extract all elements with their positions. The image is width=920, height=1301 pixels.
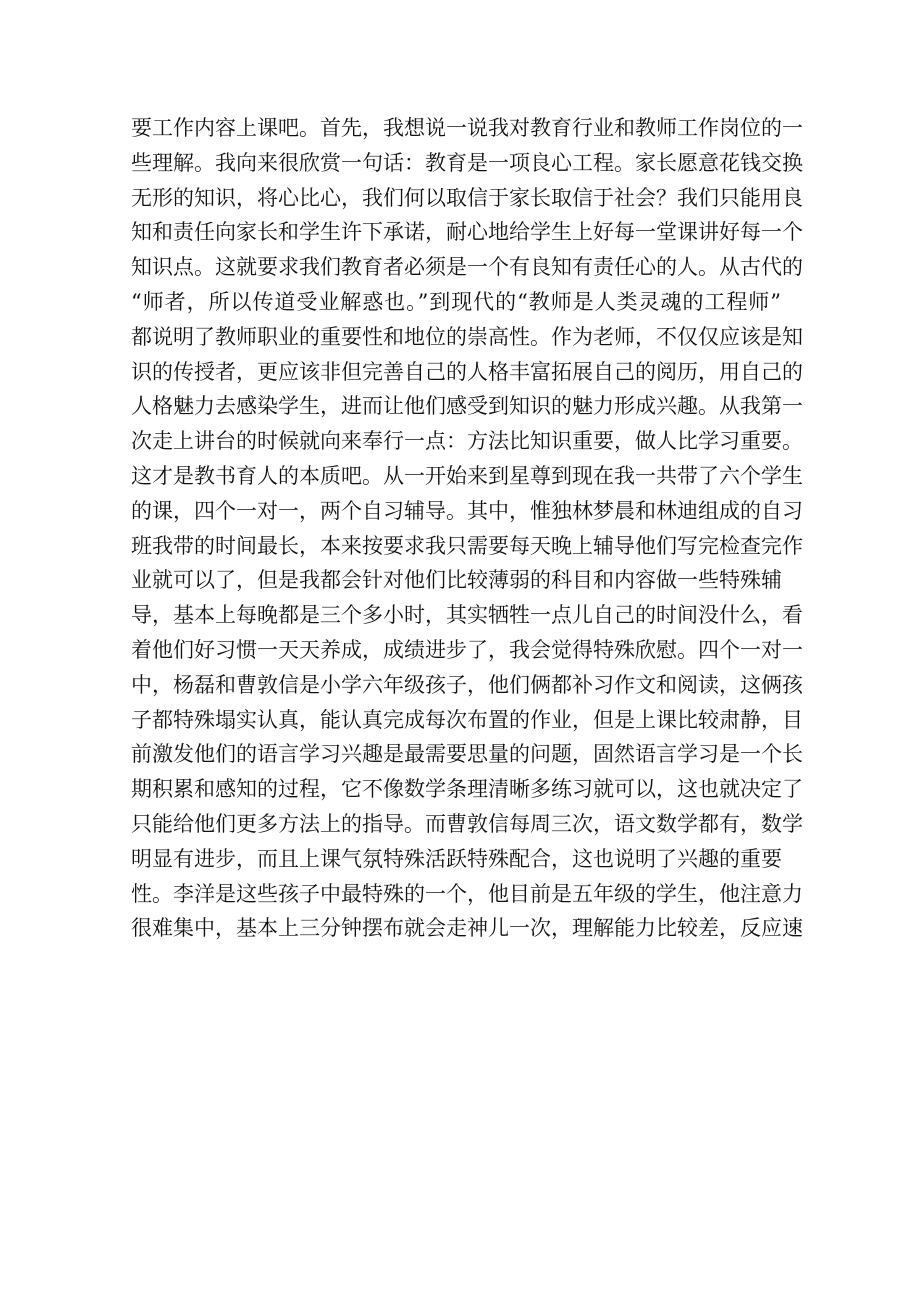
text-line: 期积累和感知的过程，它不像数学条理清晰多练习就可以，这也就决定了 [131,777,803,802]
text-line: 中，杨磊和曹敦信是小学六年级孩子，他们俩都补习作文和阅读，这俩孩 [131,672,803,697]
text-line: “师者，所以传道受业解惑也。”到现代的“教师是人类灵魂的工程师” [131,289,781,314]
text-line: 知识点。这就要求我们教育者必须是一个有良知有责任心的人。从古代的 [131,255,803,280]
text-line: 要工作内容上课吧。首先，我想说一说我对教育行业和教师工作岗位的一 [131,116,803,140]
text-line: 班我带的时间最长，本来按要求我只需要每天晚上辅导他们写完检查完作 [131,533,803,558]
text-line: 明显有进步，而且上课气氛特殊活跃特殊配合，这也说明了兴趣的重要 [131,846,782,871]
text-line: 些理解。我向来很欣赏一句话：教育是一项良心工程。家长愿意花钱交换 [131,150,803,175]
text-line: 这才是教书育人的本质吧。从一开始来到星尊到现在我一共带了六个学生 [131,463,803,488]
text-line: 次走上讲台的时候就向来奉行一点：方法比知识重要，做人比学习重要。 [131,429,803,454]
text-line: 很难集中，基本上三分钟摆布就会走神儿一次，理解能力比较差，反应速 [131,916,803,941]
text-line: 子都特殊塌实认真，能认真完成每次布置的作业，但是上课比较肃静，目 [131,707,803,732]
text-line: 无形的知识，将心比心，我们何以取信于家长取信于社会？我们只能用良 [131,185,803,210]
text-line: 的课，四个一对一，两个自习辅导。其中，惟独林梦晨和林迪组成的自习 [131,498,803,523]
text-line: 前激发他们的语言学习兴趣是最需要思量的问题，固然语言学习是一个长 [131,742,803,767]
text-line: 人格魅力去感染学生，进而让他们感受到知识的魅力形成兴趣。从我第一 [131,394,803,419]
text-line: 识的传授者，更应该非但完善自己的人格丰富拓展自己的阅历，用自己的 [131,359,803,384]
text-line: 只能给他们更多方法上的指导。而曹敦信每周三次，语文数学都有，数学 [131,811,803,836]
text-line: 性。李洋是这些孩子中最特殊的一个，他目前是五年级的学生，他注意力 [131,881,803,906]
text-line: 导，基本上每晚都是三个多小时，其实牺牲一点儿自己的时间没什么，看 [131,603,803,628]
text-line: 知和责任向家长和学生许下承诺，耐心地给学生上好每一堂课讲好每一个 [131,220,803,245]
text-line: 着他们好习惯一天天养成，成绩进步了，我会觉得特殊欣慰。四个一对一 [131,637,803,662]
text-line: 业就可以了，但是我都会针对他们比较薄弱的科目和内容做一些特殊辅 [131,568,782,593]
body-paragraph [131,111,803,946]
text-line: 都说明了教师职业的重要性和地位的崇高性。作为老师，不仅仅应该是知 [131,324,803,349]
